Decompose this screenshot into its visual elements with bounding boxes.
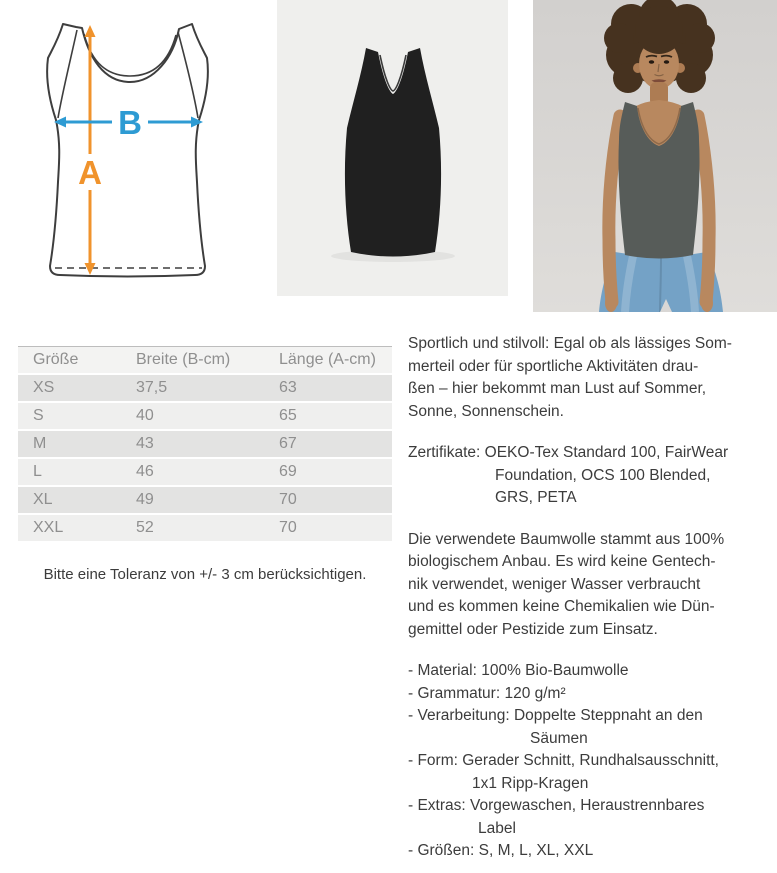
spec-extras-cont: Label xyxy=(478,819,516,837)
size-diagram-image xyxy=(30,14,240,300)
text-line: ßen – hier bekommt man Lust auf Sommer, xyxy=(408,380,707,397)
table-cell-width: 52 xyxy=(136,519,154,536)
text-line: merteil oder für sportliche Aktivitäten drau- xyxy=(408,357,699,375)
certificates-paragraph xyxy=(408,442,777,510)
table-row-xs xyxy=(18,375,392,401)
table-cell-width: 43 xyxy=(136,435,154,452)
model-wearing-tank-top-image xyxy=(533,0,777,312)
hair-fringe xyxy=(635,6,683,54)
table-row-xxl xyxy=(18,515,392,541)
table-cell-width: 37,5 xyxy=(136,379,168,396)
table-cell-size: S xyxy=(33,407,44,424)
hand-left xyxy=(605,294,617,312)
text-line: Sonne, Sonnenschein. xyxy=(408,402,564,420)
table-row-m xyxy=(18,431,392,457)
tank-top-measure-diagram xyxy=(30,14,240,300)
text-line: GRS, PETA xyxy=(495,489,577,506)
table-cell-length: 67 xyxy=(279,435,297,452)
tank-outline xyxy=(47,24,208,277)
specs-list xyxy=(408,660,777,863)
text-line: Foundation, OCS 100 Blended, xyxy=(495,466,711,484)
table-header-width: Breite (B-cm) xyxy=(136,351,231,368)
label-a: A xyxy=(78,154,102,191)
product-photo-black-tank-top xyxy=(277,0,508,296)
table-cell-length: 65 xyxy=(279,407,297,424)
table-cell-width: 49 xyxy=(136,491,154,508)
table-cell-length: 70 xyxy=(279,491,297,508)
spec-processing-cont: Säumen xyxy=(530,729,588,747)
table-header-length: Länge (A-cm) xyxy=(279,351,376,368)
intro-paragraph xyxy=(408,333,777,423)
cotton-paragraph xyxy=(408,529,777,642)
size-table-header-row xyxy=(18,346,392,373)
spec-extras: - Extras: Vorgewaschen, Heraustrennbares xyxy=(408,797,705,814)
spec-form: - Form: Gerader Schnitt, Rundhalsausschnitt, xyxy=(408,752,719,769)
text-line: biologischem Anbau. Es wird keine Gentech- xyxy=(408,553,716,570)
table-cell-length: 70 xyxy=(279,519,297,536)
table-cell-size: M xyxy=(33,435,47,452)
table-cell-width: 46 xyxy=(136,463,154,480)
text-line: Die verwendete Baumwolle stammt aus 100% xyxy=(408,530,725,548)
product-description xyxy=(408,333,777,863)
spec-processing: - Verarbeitung: Doppelte Steppnaht an den xyxy=(408,707,703,724)
spec-sizes: - Größen: S, M, L, XL, XXL xyxy=(408,842,594,859)
table-cell-width: 40 xyxy=(136,407,154,424)
text-line: gemittel oder Pestizide zum Einsatz. xyxy=(408,620,658,638)
size-table xyxy=(18,346,392,543)
table-cell-size: L xyxy=(33,463,42,480)
black-tank-top-image xyxy=(277,0,508,296)
label-b: B xyxy=(118,104,142,141)
hand-right xyxy=(701,294,713,312)
table-cell-length: 63 xyxy=(279,379,297,396)
table-cell-size: XL xyxy=(33,491,53,508)
table-row-l xyxy=(18,459,392,485)
table-cell-length: 69 xyxy=(279,463,297,480)
text-line: und es kommen keine Chemikalien wie Dün- xyxy=(408,598,715,615)
table-row-xl xyxy=(18,487,392,513)
tolerance-note: Bitte eine Toleranz von +/- 3 cm berücksichtigen. xyxy=(43,566,367,583)
table-row-s xyxy=(18,403,392,429)
spec-material: - Material: 100% Bio-Baumwolle xyxy=(408,662,629,679)
table-header-size: Größe xyxy=(33,351,79,368)
text-line: Sportlich und stilvoll: Egal ob als lässiges Som- xyxy=(408,335,732,352)
spec-form-cont: 1x1 Ripp-Kragen xyxy=(472,774,589,792)
text-line: nik verwendet, weniger Wasser verbraucht xyxy=(408,575,701,593)
table-cell-size: XXL xyxy=(33,519,64,536)
spec-grammage: - Grammatur: 120 g/m² xyxy=(408,684,566,702)
table-cell-size: XS xyxy=(33,379,55,396)
text-line: Zertifikate: OEKO-Tex Standard 100, FairWear xyxy=(408,444,729,461)
model-photo-anthracite-tank-top xyxy=(533,0,777,312)
